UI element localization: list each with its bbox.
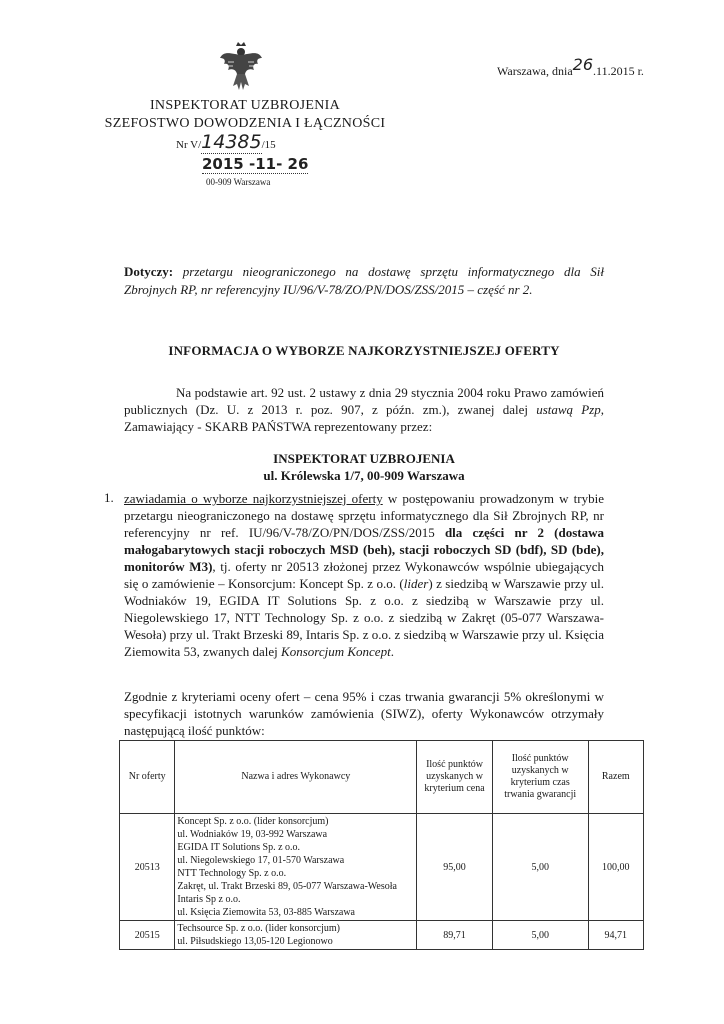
contractor-line: ul. Piłsudskiego 13,05-120 Legionowo [177,936,333,947]
table-row [120,921,644,950]
item-text-1: w postępowaniu prowadzonym w trybie przetargu nieograniczonego na dostawę sprzętu informatycznego dla Sił Zbrojnych RP, nr referencyjny nr ref. IU/96/V-78/ZO/PN/DOS/ZSS/2015 [124,491,604,540]
contractor-name-address [175,921,417,950]
contractor-name-address [175,814,417,921]
item-underlined: zawiadamia o wyborze najkorzystniejszej oferty [124,491,383,506]
points-razem: 94,71 [588,921,643,950]
eagle-emblem-icon [218,40,264,92]
table-header-row [120,741,644,814]
date-prefix: Warszawa, dnia [497,64,573,78]
inspectorate-name: INSPEKTORAT UZBROJENIA [273,451,455,466]
item-bold: dla części nr 2 (dostawa małogabarytowych stacji roboczych MSD (beh), stacji roboczych SD (bdf), SD (bde), monitorów M3) [124,525,604,574]
col-gwarancja: Ilość punktów uzyskanych w kryterium czas trwania gwarancji [492,741,588,814]
points-gwarancja: 5,00 [492,814,588,921]
item-konsorcjum: Konsorcjum Koncept [281,644,391,659]
contractor-line: ul. Księcia Ziemowita 53, 03-885 Warszawa [177,907,355,918]
subject-text: przetargu nieograniczonego na dostawę sprzętu informatycznego dla Sił Zbrojnych RP, nr referencyjny IU/96/V-78/ZO/PN/DOS/ZSS/2015 – część nr 2. [124,264,605,297]
item-text-3: ) z siedzibą w Warszawie przy ul. Wodniaków 19, EGIDA IT Solutions Sp. z o.o. z siedzibą w Warszawie przy ul. Niegolewskiego 17, NTT Technology Sp. z o.o. z siedzibą w Zakręt (05-077 Warszawa-Wesoła) przy ul. Trakt Brzeski 89, Intaris Sp. z o.o. z siedzibą w Warszawie przy ul. Księcia Ziemowita 53, zwanych dalej [124,576,604,659]
subject-label: Dotyczy: [124,264,174,279]
criteria-paragraph: Zgodnie z kryteriami oceny ofert – cena 95% i czas trwania gwarancji 5% określonymi w specyfikacji istotnych warunków zamówienia (SIWZ), oferty Wykonawców otrzymały następującą ilość punktów: [124,689,604,738]
col-razem: Razem [588,741,643,814]
inspectorate-address: ul. Królewska 1/7, 00-909 Warszawa [263,468,465,483]
subject-paragraph [124,263,604,299]
document-date [497,55,644,79]
table-row [120,814,644,921]
offer-number: 20513 [120,814,175,921]
contractor-line: EGIDA IT Solutions Sp. z o.o. [177,842,301,853]
contractor-line: ul. Wodniaków 19, 03-992 Warszawa [177,829,328,840]
contractor-line: Intaris Sp z o.o. [177,894,241,905]
stamp-address: 00-909 Warszawa [206,177,271,187]
table-body [120,814,644,950]
points-gwarancja: 5,00 [492,921,588,950]
ref-suffix: /15 [261,139,276,151]
reference-number [176,131,276,153]
document-heading: INFORMACJA O WYBORZE NAJKORZYSTNIEJSZEJ OFERTY [168,343,560,358]
contractor-line: Techsource Sp. z o.o. (lider konsorcjum) [177,923,341,934]
item-paragraph [124,490,604,660]
points-razem: 100,00 [588,814,643,921]
intro-text: Na podstawie art. 92 ust. 2 ustawy z dnia 29 stycznia 2004 roku Prawo zamówień publicznych (Dz. U. z 2013 r. poz. 907, z późn. zm.), zwanej dalej [124,385,604,417]
item-text-2: , tj. oferty nr 20513 złożonej przez Wykonawców wspólnie ubiegających się o zamówienie – Konsorcjum: Koncept Sp. z o.o. ( [124,559,604,591]
date-rest: .11.2015 r. [593,64,644,78]
contractor-line: Zakręt, ul. Trakt Brzeski 89, 05-077 Warszawa-Wesoła [177,881,397,892]
points-cena: 95,00 [417,814,493,921]
org-name: INSPEKTORAT UZBROJENIA [149,98,341,113]
intro-paragraph [124,384,604,435]
col-nr: Nr oferty [120,741,175,814]
ref-prefix: Nr V/ [176,139,202,151]
intro-text-end: , Zamawiający - SKARB PAŃSTWA reprezentowany przez: [124,402,604,434]
contractor-line: Koncept Sp. z o.o. (lider konsorcjum) [177,816,329,827]
date-day-handwritten: 26 [572,55,594,74]
contractor-line: ul. Niegolewskiego 17, 01-570 Warszawa [177,855,345,866]
offers-table [119,740,644,950]
stamp-date: 2015 -11- 26 [202,155,309,173]
points-cena: 89,71 [417,921,493,950]
contractor-line: NTT Technology Sp. z o.o. [177,868,287,879]
org-division: SZEFOSTWO DOWODZENIA I ŁĄCZNOŚCI [104,116,386,131]
ref-number-handwritten: 14385 [201,131,262,153]
col-cena: Ilość punktów uzyskanych w kryterium cena [417,741,493,814]
item-number: 1. [104,490,114,505]
item-lider: lider [403,576,429,591]
intro-ustawa: ustawą Pzp [536,402,601,417]
offer-number: 20515 [120,921,175,950]
col-name: Nazwa i adres Wykonawcy [175,741,417,814]
item-text-4: . [390,644,394,659]
